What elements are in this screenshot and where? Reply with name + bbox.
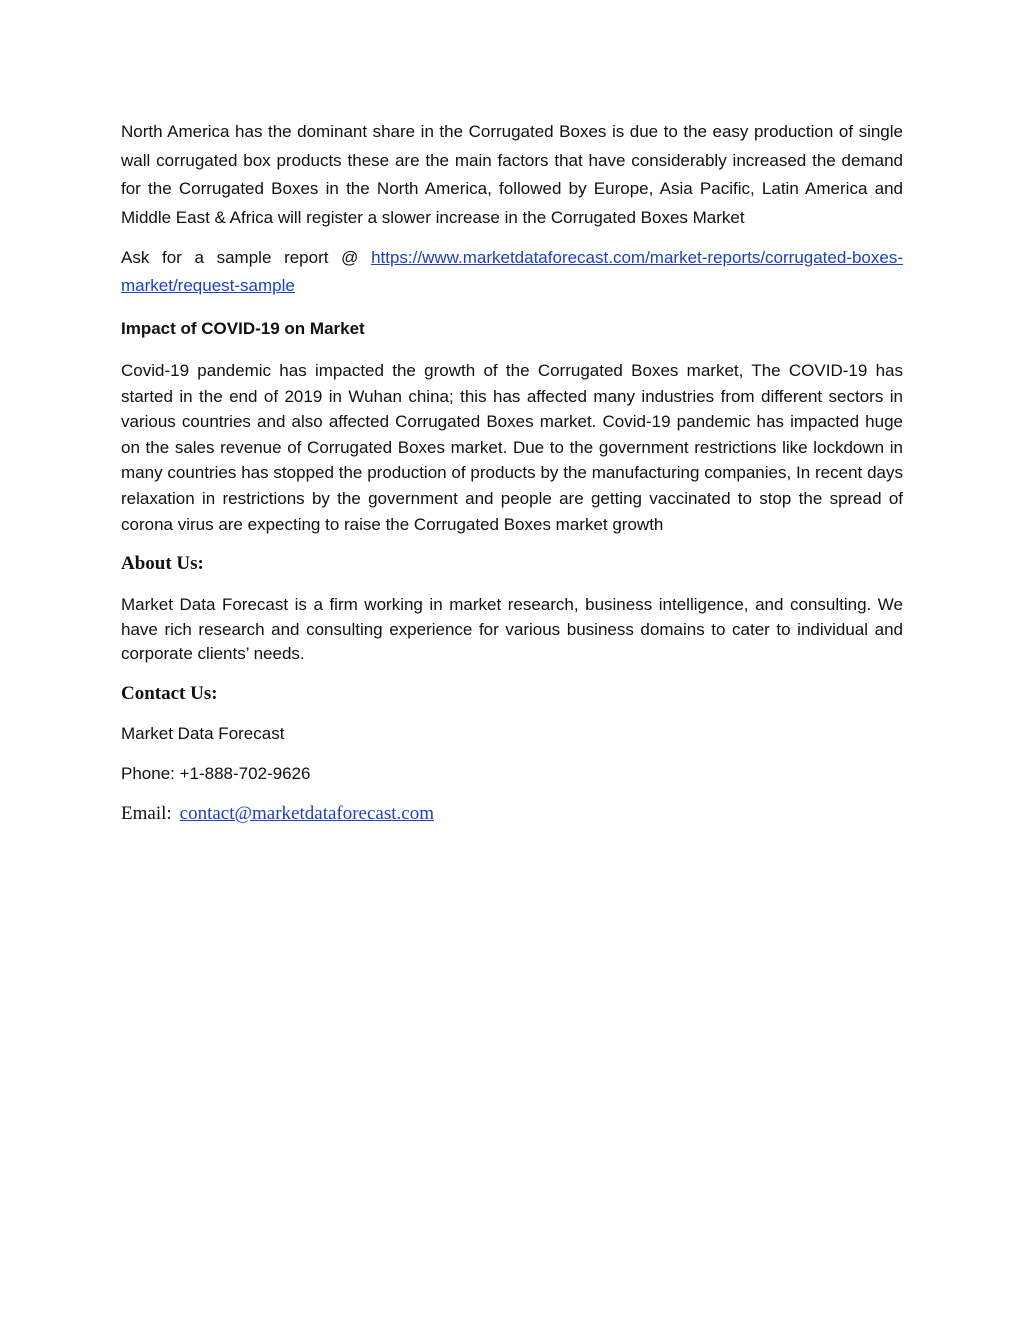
contact-phone: Phone: +1-888-702-9626: [121, 763, 311, 783]
about-heading: About Us:: [121, 553, 204, 575]
contact-heading: Contact Us:: [121, 682, 218, 704]
sample-request-line: [121, 244, 903, 300]
email-link[interactable]: contact@marketdataforecast.com: [179, 802, 434, 824]
about-paragraph: Market Data Forecast is a firm working in market research, business intelligence, and consulting. We have rich research and consulting experience for various business domains to cater to individual and corporate clients’ needs.: [121, 595, 903, 664]
covid-paragraph: Covid-19 pandemic has impacted the growth of the Corrugated Boxes market, The COVID-19 has started in the end of 2019 in Wuhan china; this has affected many industries from different sectors in various countries and also affected Corrugated Boxes market. Covid-19 pandemic has impacted huge on the sales revenue of Corrugated Boxes market. Due to the government restrictions like lockdown in many countries has stopped the production of products by the manufacturing companies, In recent days relaxation in restrictions by the government and people are getting vaccinated to stop the spread of corona virus are expecting to raise the Corrugated Boxes market growth: [121, 361, 903, 534]
sample-request-label: Ask for a sample report @: [121, 248, 359, 267]
contact-email-line: [121, 801, 903, 827]
contact-company: Market Data Forecast: [121, 723, 285, 743]
document-page: [121, 118, 903, 827]
covid-heading: Impact of COVID-19 on Market: [121, 319, 365, 338]
intro-paragraph: North America has the dominant share in the Corrugated Boxes is due to the easy production of single wall corrugated box products these are the main factors that have considerably increased the demand for the Corrugated Boxes in the North America, followed by Europe, Asia Pacific, Latin America and Middle East & Africa will register a slower increase in the Corrugated Boxes Market: [121, 122, 903, 227]
sample-request-link[interactable]: https://www.marketdataforecast.com/market-reports/corrugated-boxes-market/request-sample: [121, 248, 904, 295]
email-label: Email:: [121, 802, 172, 824]
